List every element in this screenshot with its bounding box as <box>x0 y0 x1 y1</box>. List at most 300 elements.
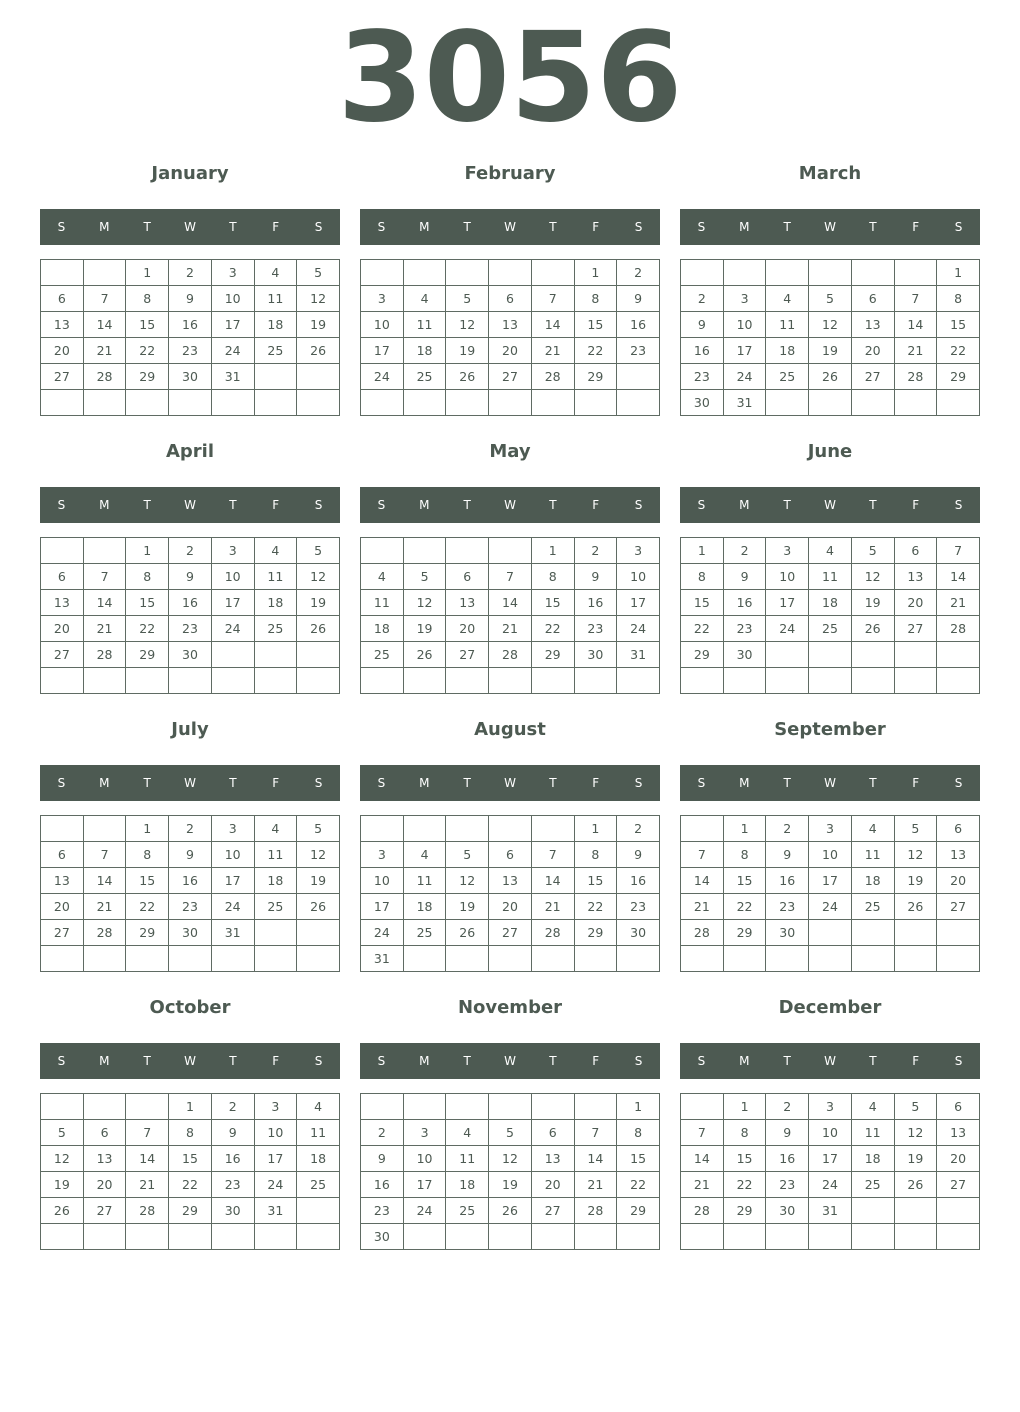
day-cell: 20 <box>83 1172 126 1198</box>
day-cell: 29 <box>723 920 766 946</box>
weekday-label: T <box>783 1054 791 1068</box>
day-cell <box>851 946 894 972</box>
day-cell <box>937 1198 980 1224</box>
weekday-label: W <box>504 498 516 512</box>
day-cell: 29 <box>617 1198 660 1224</box>
day-cell: 26 <box>446 364 489 390</box>
day-cell <box>851 390 894 416</box>
day-cell: 7 <box>83 564 126 590</box>
day-cell <box>766 946 809 972</box>
day-cell: 27 <box>894 616 937 642</box>
day-cell <box>403 668 446 694</box>
day-cell: 20 <box>531 1172 574 1198</box>
day-cell <box>681 260 724 286</box>
day-cell: 31 <box>211 920 254 946</box>
week-row <box>41 1094 340 1120</box>
day-cell: 27 <box>489 364 532 390</box>
day-cell: 3 <box>809 1094 852 1120</box>
day-cell: 22 <box>723 1172 766 1198</box>
day-cell: 25 <box>254 338 297 364</box>
weekday-label: S <box>954 498 963 512</box>
day-cell: 9 <box>211 1120 254 1146</box>
day-cell: 20 <box>937 868 980 894</box>
day-cell: 18 <box>851 1146 894 1172</box>
day-cell: 3 <box>809 816 852 842</box>
day-cell <box>489 668 532 694</box>
day-cell <box>809 642 852 668</box>
day-grid <box>360 1093 660 1250</box>
day-cell <box>41 816 84 842</box>
day-cell <box>254 668 297 694</box>
day-cell: 7 <box>681 1120 724 1146</box>
week-row <box>681 564 980 590</box>
day-cell: 16 <box>766 1146 809 1172</box>
day-cell: 12 <box>894 842 937 868</box>
week-row <box>681 816 980 842</box>
day-cell: 24 <box>766 616 809 642</box>
week-row <box>361 1094 660 1120</box>
day-cell <box>446 390 489 416</box>
week-row <box>681 894 980 920</box>
day-cell <box>169 946 212 972</box>
day-cell: 4 <box>809 538 852 564</box>
week-row <box>361 842 660 868</box>
day-cell <box>41 390 84 416</box>
day-cell: 9 <box>361 1146 404 1172</box>
day-cell <box>41 1094 84 1120</box>
day-cell: 28 <box>83 364 126 390</box>
day-cell: 5 <box>894 816 937 842</box>
day-cell: 14 <box>489 590 532 616</box>
week-row <box>41 538 340 564</box>
day-cell: 23 <box>574 616 617 642</box>
day-cell <box>574 1224 617 1250</box>
day-cell: 2 <box>617 816 660 842</box>
month-name: April <box>165 441 215 462</box>
weekday-label: F <box>592 776 600 790</box>
week-row <box>41 868 340 894</box>
day-cell: 24 <box>254 1172 297 1198</box>
day-cell: 22 <box>126 338 169 364</box>
day-cell: 16 <box>681 338 724 364</box>
day-grid <box>360 537 660 694</box>
day-cell: 3 <box>211 538 254 564</box>
day-cell <box>211 1224 254 1250</box>
weekday-label: F <box>592 220 600 234</box>
weekday-label: M <box>99 498 110 512</box>
weekday-label: S <box>697 498 706 512</box>
day-cell: 16 <box>617 868 660 894</box>
weekday-label: W <box>824 498 836 512</box>
weekday-label: W <box>184 220 196 234</box>
week-row <box>361 642 660 668</box>
day-cell <box>937 668 980 694</box>
week-row <box>681 946 980 972</box>
day-cell <box>446 816 489 842</box>
month-name: March <box>798 163 862 184</box>
day-cell: 23 <box>766 894 809 920</box>
week-row <box>41 920 340 946</box>
day-cell: 30 <box>169 920 212 946</box>
day-cell: 28 <box>83 920 126 946</box>
day-cell: 26 <box>894 894 937 920</box>
day-cell: 14 <box>83 868 126 894</box>
day-grid <box>40 1093 340 1250</box>
day-cell: 5 <box>41 1120 84 1146</box>
day-cell: 17 <box>809 1146 852 1172</box>
day-cell: 15 <box>126 590 169 616</box>
day-cell <box>766 390 809 416</box>
day-cell: 29 <box>126 920 169 946</box>
day-cell: 24 <box>403 1198 446 1224</box>
year-title: 3056 <box>337 6 683 150</box>
day-cell: 12 <box>297 286 340 312</box>
day-cell: 1 <box>723 816 766 842</box>
day-cell: 9 <box>617 842 660 868</box>
day-cell: 26 <box>297 338 340 364</box>
day-grid <box>680 259 980 416</box>
weekday-label: T <box>229 1054 237 1068</box>
day-cell: 6 <box>894 538 937 564</box>
day-cell: 30 <box>169 642 212 668</box>
day-cell: 12 <box>851 564 894 590</box>
month-name: June <box>807 441 853 462</box>
day-cell <box>254 642 297 668</box>
day-cell <box>446 538 489 564</box>
day-cell: 2 <box>617 260 660 286</box>
day-cell <box>361 816 404 842</box>
day-cell: 18 <box>254 868 297 894</box>
day-cell: 5 <box>851 538 894 564</box>
day-cell: 27 <box>41 642 84 668</box>
week-row <box>681 1146 980 1172</box>
day-cell: 21 <box>83 616 126 642</box>
weekday-label: S <box>57 498 66 512</box>
day-cell: 13 <box>937 842 980 868</box>
day-cell: 6 <box>446 564 489 590</box>
weekday-header <box>40 209 340 245</box>
day-cell: 19 <box>297 590 340 616</box>
day-cell: 5 <box>894 1094 937 1120</box>
week-row <box>41 668 340 694</box>
week-row <box>41 390 340 416</box>
day-cell <box>297 920 340 946</box>
day-cell: 21 <box>126 1172 169 1198</box>
week-row <box>41 616 340 642</box>
day-cell <box>937 390 980 416</box>
day-cell: 18 <box>297 1146 340 1172</box>
day-cell <box>41 946 84 972</box>
day-cell: 14 <box>531 868 574 894</box>
day-cell <box>41 668 84 694</box>
day-cell: 14 <box>83 590 126 616</box>
day-cell: 29 <box>574 364 617 390</box>
day-cell: 27 <box>41 364 84 390</box>
weekday-label: S <box>634 220 643 234</box>
day-cell: 20 <box>41 894 84 920</box>
day-grid <box>40 259 340 416</box>
day-cell <box>531 1224 574 1250</box>
day-cell: 3 <box>211 260 254 286</box>
day-cell: 7 <box>489 564 532 590</box>
day-cell <box>489 816 532 842</box>
day-cell: 1 <box>169 1094 212 1120</box>
day-cell: 22 <box>169 1172 212 1198</box>
day-cell <box>297 1198 340 1224</box>
day-cell <box>254 364 297 390</box>
day-cell: 23 <box>169 338 212 364</box>
day-cell <box>723 946 766 972</box>
day-cell: 10 <box>361 868 404 894</box>
day-cell <box>446 668 489 694</box>
day-cell <box>254 920 297 946</box>
week-row <box>681 920 980 946</box>
week-row <box>361 668 660 694</box>
day-cell <box>254 390 297 416</box>
weekday-label: T <box>143 220 151 234</box>
month-name: November <box>457 997 563 1018</box>
day-cell: 7 <box>531 842 574 868</box>
day-cell <box>254 946 297 972</box>
day-cell: 22 <box>681 616 724 642</box>
week-row <box>41 260 340 286</box>
day-cell: 11 <box>254 842 297 868</box>
day-cell <box>937 1224 980 1250</box>
weekday-label: T <box>463 1054 471 1068</box>
day-cell <box>531 816 574 842</box>
day-cell: 13 <box>531 1146 574 1172</box>
weekday-label: F <box>272 498 280 512</box>
day-cell <box>489 1094 532 1120</box>
day-cell: 21 <box>531 894 574 920</box>
day-cell: 11 <box>361 590 404 616</box>
day-cell: 5 <box>489 1120 532 1146</box>
day-cell <box>169 390 212 416</box>
day-cell <box>361 538 404 564</box>
day-cell: 16 <box>723 590 766 616</box>
day-cell <box>894 390 937 416</box>
day-cell: 2 <box>169 538 212 564</box>
week-row <box>41 338 340 364</box>
day-cell <box>126 390 169 416</box>
weekday-label: S <box>634 498 643 512</box>
day-cell: 14 <box>681 868 724 894</box>
day-cell: 6 <box>83 1120 126 1146</box>
day-cell: 20 <box>489 894 532 920</box>
weekday-label: T <box>549 776 557 790</box>
day-cell: 26 <box>297 894 340 920</box>
day-cell: 23 <box>169 894 212 920</box>
day-cell: 10 <box>211 286 254 312</box>
day-cell: 12 <box>297 842 340 868</box>
day-cell <box>169 1224 212 1250</box>
weekday-label: S <box>57 776 66 790</box>
day-cell: 14 <box>126 1146 169 1172</box>
day-cell: 11 <box>446 1146 489 1172</box>
weekday-header <box>680 487 980 523</box>
day-cell <box>681 816 724 842</box>
week-row <box>361 364 660 390</box>
day-cell: 4 <box>851 816 894 842</box>
month-name: September <box>774 719 886 740</box>
day-cell: 29 <box>723 1198 766 1224</box>
day-cell: 19 <box>894 868 937 894</box>
day-cell: 13 <box>937 1120 980 1146</box>
week-row <box>681 286 980 312</box>
day-cell <box>126 946 169 972</box>
day-cell: 22 <box>723 894 766 920</box>
day-cell: 30 <box>766 920 809 946</box>
weekday-header <box>680 209 980 245</box>
day-cell: 30 <box>211 1198 254 1224</box>
day-cell: 31 <box>617 642 660 668</box>
day-cell: 20 <box>489 338 532 364</box>
day-cell: 26 <box>851 616 894 642</box>
day-cell <box>723 668 766 694</box>
weekday-label: M <box>99 220 110 234</box>
weekday-label: W <box>504 220 516 234</box>
day-cell <box>169 668 212 694</box>
day-cell: 4 <box>297 1094 340 1120</box>
weekday-label: S <box>57 1054 66 1068</box>
weekday-label: T <box>229 220 237 234</box>
day-cell: 14 <box>83 312 126 338</box>
day-cell: 17 <box>403 1172 446 1198</box>
day-cell <box>403 390 446 416</box>
day-cell <box>809 920 852 946</box>
day-cell: 4 <box>446 1120 489 1146</box>
day-cell: 16 <box>169 312 212 338</box>
day-cell <box>83 816 126 842</box>
day-cell: 18 <box>851 868 894 894</box>
weekday-label: T <box>229 776 237 790</box>
day-cell: 8 <box>723 842 766 868</box>
day-grid <box>680 815 980 972</box>
month-name: July <box>171 719 209 740</box>
weekday-label: S <box>57 220 66 234</box>
day-cell: 20 <box>851 338 894 364</box>
day-cell: 29 <box>126 642 169 668</box>
day-cell: 13 <box>489 312 532 338</box>
day-cell: 23 <box>211 1172 254 1198</box>
day-cell <box>403 260 446 286</box>
day-cell: 25 <box>361 642 404 668</box>
weekday-label: T <box>229 498 237 512</box>
day-cell: 14 <box>681 1146 724 1172</box>
day-cell <box>83 1224 126 1250</box>
day-cell: 24 <box>809 894 852 920</box>
day-cell: 6 <box>851 286 894 312</box>
day-cell <box>681 668 724 694</box>
weekday-label: M <box>99 1054 110 1068</box>
day-cell: 9 <box>169 564 212 590</box>
day-cell <box>574 390 617 416</box>
day-cell: 18 <box>766 338 809 364</box>
week-row <box>361 260 660 286</box>
day-cell <box>211 642 254 668</box>
day-cell: 15 <box>723 868 766 894</box>
day-cell <box>851 642 894 668</box>
day-cell: 26 <box>41 1198 84 1224</box>
day-cell: 13 <box>851 312 894 338</box>
day-cell: 5 <box>809 286 852 312</box>
day-cell: 1 <box>574 816 617 842</box>
weekday-label: T <box>463 776 471 790</box>
week-row <box>361 338 660 364</box>
day-cell: 9 <box>766 842 809 868</box>
day-cell: 24 <box>361 364 404 390</box>
day-cell: 13 <box>894 564 937 590</box>
weekday-label: T <box>869 220 877 234</box>
day-cell: 2 <box>766 816 809 842</box>
day-cell: 10 <box>766 564 809 590</box>
day-cell: 16 <box>169 590 212 616</box>
day-cell: 23 <box>681 364 724 390</box>
day-cell <box>446 946 489 972</box>
week-row <box>361 894 660 920</box>
day-cell: 25 <box>297 1172 340 1198</box>
day-grid <box>40 815 340 972</box>
day-cell: 15 <box>126 868 169 894</box>
week-row <box>361 564 660 590</box>
day-cell <box>297 642 340 668</box>
day-cell: 9 <box>681 312 724 338</box>
day-cell: 7 <box>83 286 126 312</box>
day-cell: 15 <box>681 590 724 616</box>
day-cell: 7 <box>531 286 574 312</box>
day-cell: 25 <box>851 1172 894 1198</box>
day-cell: 19 <box>297 312 340 338</box>
weekday-label: M <box>419 776 430 790</box>
day-cell: 11 <box>403 312 446 338</box>
day-cell: 11 <box>403 868 446 894</box>
day-cell <box>681 946 724 972</box>
weekday-label: F <box>912 498 920 512</box>
day-cell <box>894 1224 937 1250</box>
day-cell: 5 <box>297 816 340 842</box>
week-row <box>41 590 340 616</box>
week-row <box>41 816 340 842</box>
day-cell: 20 <box>446 616 489 642</box>
day-cell: 17 <box>766 590 809 616</box>
week-row <box>681 1198 980 1224</box>
day-cell: 28 <box>894 364 937 390</box>
day-cell: 6 <box>41 564 84 590</box>
month-name: January <box>151 163 229 184</box>
weekday-label: M <box>419 220 430 234</box>
weekday-label: S <box>954 776 963 790</box>
day-cell: 23 <box>766 1172 809 1198</box>
day-cell: 1 <box>937 260 980 286</box>
weekday-header <box>360 487 660 523</box>
weekday-label: W <box>184 498 196 512</box>
day-cell: 18 <box>446 1172 489 1198</box>
weekday-label: F <box>272 1054 280 1068</box>
week-row <box>361 616 660 642</box>
day-cell <box>617 390 660 416</box>
day-cell: 10 <box>809 842 852 868</box>
day-cell: 23 <box>723 616 766 642</box>
day-cell <box>894 668 937 694</box>
weekday-label: S <box>314 220 323 234</box>
day-cell: 12 <box>297 564 340 590</box>
day-cell: 15 <box>723 1146 766 1172</box>
day-cell: 31 <box>361 946 404 972</box>
day-cell <box>489 260 532 286</box>
day-cell: 13 <box>489 868 532 894</box>
day-cell: 14 <box>574 1146 617 1172</box>
day-cell <box>403 816 446 842</box>
